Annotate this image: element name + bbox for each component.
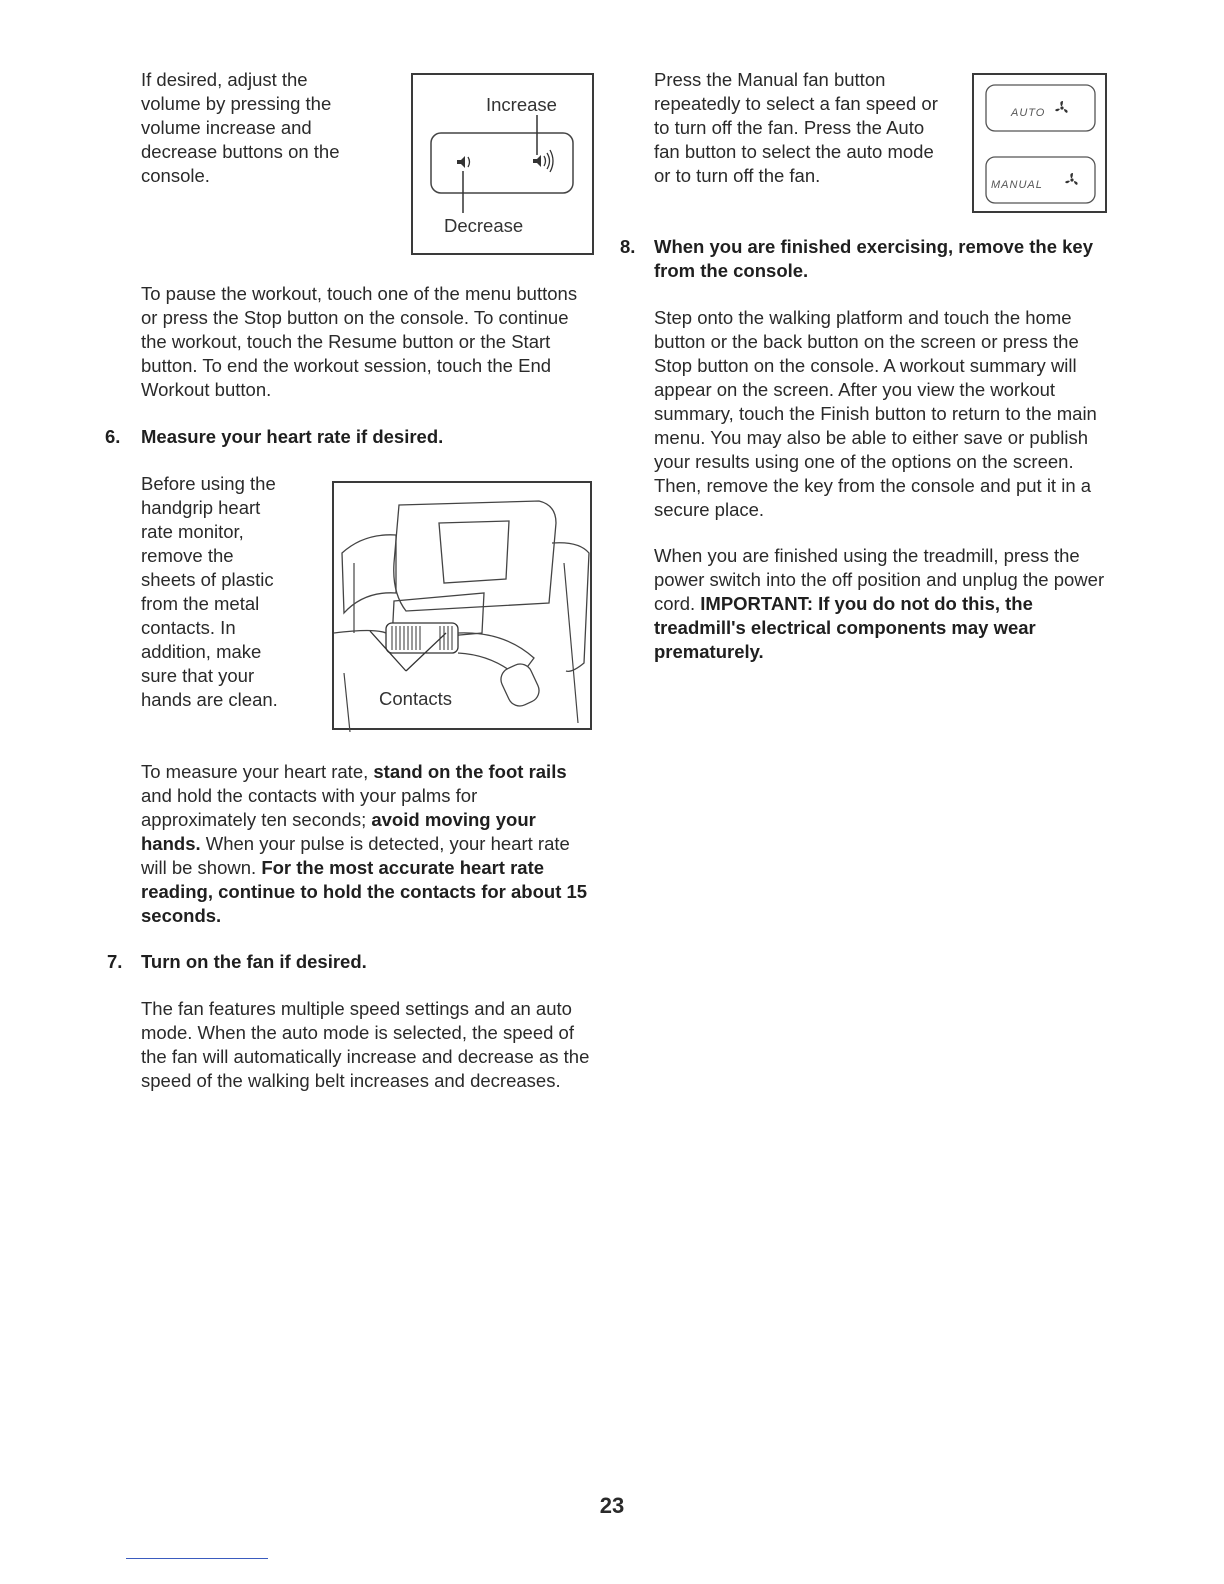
fan-manual-icon	[1065, 173, 1078, 185]
fan-button-instructions: Press the Manual fan button repeatedly to select a fan speed or to turn off the fan. Press the Auto fan button to select the auto mode or to turn off the fan.	[654, 69, 938, 186]
treadmill-console-drawing	[334, 483, 594, 732]
measure-text-3: When your pulse is detected, your heart rate will be shown.	[141, 833, 570, 878]
step-7-title: Turn on the fan if desired.	[141, 951, 367, 972]
contacts-label: Contacts	[379, 688, 453, 709]
volume-instructions: If desired, adjust the volume by pressing the volume increase and decrease buttons on the console.	[141, 69, 340, 186]
auto-fan-label: AUTO	[1011, 107, 1046, 119]
fan-description: The fan features multiple speed settings and an auto mode. When the auto mode is selected, the speed of the fan will automatically increase and decrease as the speed of the walking belt increases and decreases.	[141, 998, 590, 1091]
step-7-number: 7.	[107, 951, 123, 972]
step-6-number: 6.	[105, 426, 121, 447]
power-text: When you are finished using the treadmill, press the power switch into the off position and unplug the power cord.	[654, 545, 1105, 614]
power-off-instructions	[654, 544, 1109, 664]
measure-text-2: and hold the contacts with your palms for approximately ten seconds;	[141, 785, 478, 830]
fan-auto-icon	[1055, 101, 1068, 113]
volume-up-icon	[533, 150, 553, 172]
handgrip-instructions: Before using the handgrip heart rate monitor, remove the sheets of plastic from the metal contacts. In addition, make sure that your hands are clean.	[141, 473, 278, 710]
step-7-heading	[107, 950, 601, 974]
step-8-heading	[620, 235, 1104, 283]
handgrip-contacts-figure	[332, 481, 592, 730]
step-6-heading	[105, 425, 601, 449]
measure-text-bold-1: stand on the foot rails	[373, 761, 567, 782]
page-number: 23	[599, 1493, 625, 1518]
volume-buttons-figure	[411, 73, 594, 255]
fan-buttons-figure	[972, 73, 1107, 213]
power-warning-bold: IMPORTANT: If you do not do this, the treadmill's electrical components may wear prematurely.	[654, 593, 1036, 662]
measure-text-bold-3: For the most accurate heart rate reading, continue to hold the contacts for about 15 seconds.	[141, 857, 588, 926]
increase-label: Increase	[486, 94, 557, 115]
step-6-title: Measure your heart rate if desired.	[141, 426, 444, 447]
step-8-title: When you are finished exercising, remove the key from the console.	[654, 236, 1094, 281]
footer-divider	[126, 1558, 268, 1559]
finish-workout-instructions: Step onto the walking platform and touch the home button or the back button on the screen or press the Stop button on the console. A workout summary will appear on the screen. After you view the workout summary, touch the Finish button to return to the main menu. You may also be able to either save or publish your results using one of the options on the screen. Then, remove the key from the console and put it in a secure place.	[654, 307, 1097, 520]
step-8-number: 8.	[620, 236, 636, 257]
manual-fan-label: MANUAL	[991, 179, 1043, 191]
measure-text-bold-2: avoid moving your hands.	[141, 809, 536, 854]
decrease-label: Decrease	[444, 215, 524, 236]
pause-instructions: To pause the workout, touch one of the menu buttons or press the Stop button on the console. To continue the workout, touch the Resume button or the Start button. To end the workout session, touch the End Workout button.	[141, 283, 578, 400]
volume-down-icon	[457, 156, 470, 168]
measure-text-1: To measure your heart rate,	[141, 761, 369, 782]
measure-heart-rate-instructions	[141, 760, 591, 928]
